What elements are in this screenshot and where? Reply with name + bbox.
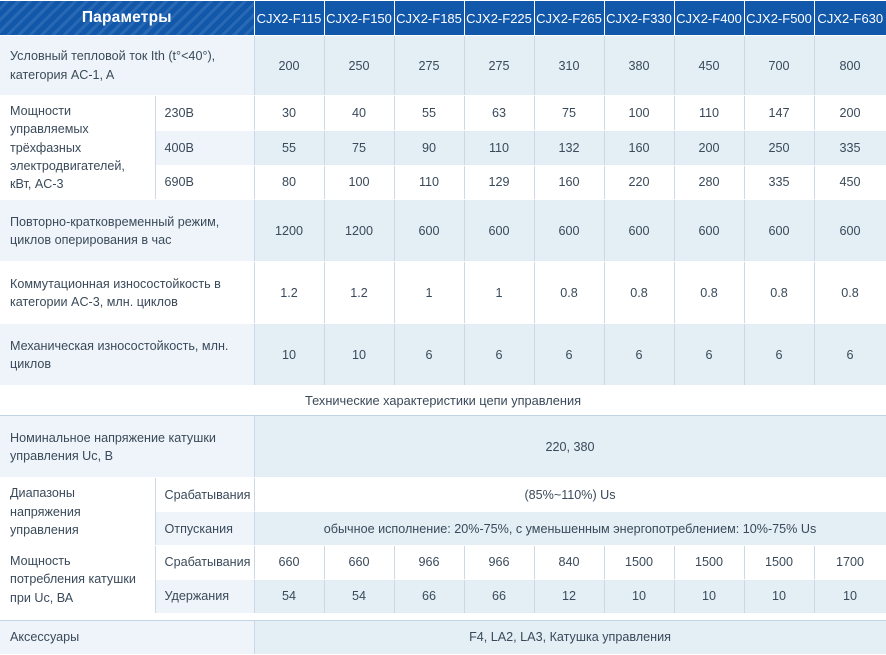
cell-voltage-range-pickup: (85%~110%) Us xyxy=(254,478,886,512)
row-label-switching-endurance: Коммутационная износостойкость в категории AC-3, млн. циклов xyxy=(0,262,254,324)
cell-cons-hold-3: 66 xyxy=(464,579,534,613)
header-model-1: CJX2-F150 xyxy=(324,1,394,36)
cell-motor400-0: 55 xyxy=(254,130,324,165)
table-row-duty-cycle xyxy=(0,200,886,262)
cell-motor400-6: 200 xyxy=(674,130,744,165)
cell-cons-hold-6: 10 xyxy=(674,579,744,613)
cell-motor400-2: 90 xyxy=(394,130,464,165)
cell-duty-6: 600 xyxy=(674,200,744,262)
cell-motor400-8: 335 xyxy=(814,130,886,165)
sublabel-motor-400: 400В xyxy=(155,130,254,165)
section-title-control-circuit: Технические характеристики цепи управления xyxy=(0,386,886,416)
cell-cons-hold-4: 12 xyxy=(534,579,604,613)
sublabel-pickup: Срабатывания xyxy=(155,478,254,512)
cell-cons-hold-5: 10 xyxy=(604,579,674,613)
cell-duty-4: 600 xyxy=(534,200,604,262)
cell-mech-8: 6 xyxy=(814,324,886,386)
cell-motor400-7: 250 xyxy=(744,130,814,165)
cell-motor690-6: 280 xyxy=(674,165,744,200)
cell-cons-pickup-3: 966 xyxy=(464,546,534,580)
cell-switch-3: 1 xyxy=(464,262,534,324)
cell-cons-pickup-0: 660 xyxy=(254,546,324,580)
table-row-coil-voltage xyxy=(0,416,886,478)
cell-cons-pickup-5: 1500 xyxy=(604,546,674,580)
table-row-coil-consumption-pickup xyxy=(0,546,886,580)
header-parameters: Параметры xyxy=(0,1,254,36)
sublabel-motor-690: 690В xyxy=(155,165,254,200)
spacer-cell xyxy=(0,613,886,620)
cell-switch-7: 0.8 xyxy=(744,262,814,324)
cell-cons-pickup-8: 1700 xyxy=(814,546,886,580)
sublabel-consumption-hold: Удержания xyxy=(155,579,254,613)
table-row-thermal-current xyxy=(0,36,886,96)
cell-switch-4: 0.8 xyxy=(534,262,604,324)
cell-motor690-8: 450 xyxy=(814,165,886,200)
cell-duty-7: 600 xyxy=(744,200,814,262)
cell-duty-2: 600 xyxy=(394,200,464,262)
sublabel-motor-230: 230В xyxy=(155,96,254,131)
cell-motor690-1: 100 xyxy=(324,165,394,200)
cell-mech-6: 6 xyxy=(674,324,744,386)
cell-coil-voltage-value: 220, 380 xyxy=(254,416,886,478)
cell-motor230-0: 30 xyxy=(254,96,324,131)
cell-duty-5: 600 xyxy=(604,200,674,262)
cell-thermal-5: 380 xyxy=(604,36,674,96)
table-body xyxy=(0,36,886,655)
header-model-2: CJX2-F185 xyxy=(394,1,464,36)
cell-mech-2: 6 xyxy=(394,324,464,386)
row-label-voltage-ranges: Диапазоны напряжения управления xyxy=(0,478,155,546)
cell-cons-pickup-2: 966 xyxy=(394,546,464,580)
row-label-duty-cycle: Повторно-кратковременный режим, циклов оперирования в час xyxy=(0,200,254,262)
cell-switch-6: 0.8 xyxy=(674,262,744,324)
cell-mech-7: 6 xyxy=(744,324,814,386)
cell-mech-0: 10 xyxy=(254,324,324,386)
cell-cons-hold-0: 54 xyxy=(254,579,324,613)
cell-motor230-8: 200 xyxy=(814,96,886,131)
cell-motor400-5: 160 xyxy=(604,130,674,165)
header-model-0: CJX2-F115 xyxy=(254,1,324,36)
cell-motor230-4: 75 xyxy=(534,96,604,131)
row-label-coil-consumption: Мощность потребления катушки при Uc, ВА xyxy=(0,546,155,614)
table-row-accessories xyxy=(0,620,886,654)
cell-mech-1: 10 xyxy=(324,324,394,386)
cell-thermal-7: 700 xyxy=(744,36,814,96)
table-row-mechanical-endurance xyxy=(0,324,886,386)
row-label-coil-voltage: Номинальное напряжение катушки управления Uc, В xyxy=(0,416,254,478)
cell-thermal-1: 250 xyxy=(324,36,394,96)
cell-thermal-4: 310 xyxy=(534,36,604,96)
cell-motor230-1: 40 xyxy=(324,96,394,131)
cell-switch-5: 0.8 xyxy=(604,262,674,324)
header-model-7: CJX2-F500 xyxy=(744,1,814,36)
cell-motor230-6: 110 xyxy=(674,96,744,131)
cell-switch-8: 0.8 xyxy=(814,262,886,324)
cell-cons-hold-1: 54 xyxy=(324,579,394,613)
cell-thermal-6: 450 xyxy=(674,36,744,96)
cell-thermal-3: 275 xyxy=(464,36,534,96)
cell-motor230-2: 55 xyxy=(394,96,464,131)
cell-voltage-range-dropout: обычное исполнение: 20%-75%, с уменьшенным энергопотреблением: 10%-75% Us xyxy=(254,512,886,546)
cell-thermal-0: 200 xyxy=(254,36,324,96)
cell-duty-0: 1200 xyxy=(254,200,324,262)
cell-mech-3: 6 xyxy=(464,324,534,386)
row-label-thermal-current: Условный тепловой ток Ith (t°<40°), категория AC-1, A xyxy=(0,36,254,96)
cell-duty-8: 600 xyxy=(814,200,886,262)
row-label-mechanical-endurance: Механическая износостойкость, млн. циклов xyxy=(0,324,254,386)
cell-motor690-3: 129 xyxy=(464,165,534,200)
table-row-spacer xyxy=(0,613,886,620)
cell-cons-pickup-4: 840 xyxy=(534,546,604,580)
cell-motor690-7: 335 xyxy=(744,165,814,200)
cell-mech-5: 6 xyxy=(604,324,674,386)
cell-cons-hold-7: 10 xyxy=(744,579,814,613)
cell-motor690-2: 110 xyxy=(394,165,464,200)
header-model-4: CJX2-F265 xyxy=(534,1,604,36)
cell-motor400-4: 132 xyxy=(534,130,604,165)
cell-switch-2: 1 xyxy=(394,262,464,324)
cell-switch-0: 1.2 xyxy=(254,262,324,324)
table-row-voltage-range-pickup xyxy=(0,478,886,512)
sublabel-dropout: Отпускания xyxy=(155,512,254,546)
cell-duty-3: 600 xyxy=(464,200,534,262)
table-row-switching-endurance xyxy=(0,262,886,324)
cell-cons-hold-2: 66 xyxy=(394,579,464,613)
cell-motor690-4: 160 xyxy=(534,165,604,200)
cell-accessories-value: F4, LA2, LA3, Катушка управления xyxy=(254,620,886,654)
cell-motor690-0: 80 xyxy=(254,165,324,200)
header-model-6: CJX2-F400 xyxy=(674,1,744,36)
header-model-8: CJX2-F630 xyxy=(814,1,886,36)
cell-motor400-3: 110 xyxy=(464,130,534,165)
cell-switch-1: 1.2 xyxy=(324,262,394,324)
cell-cons-pickup-1: 660 xyxy=(324,546,394,580)
header-row xyxy=(0,1,886,36)
cell-thermal-8: 800 xyxy=(814,36,886,96)
cell-mech-4: 6 xyxy=(534,324,604,386)
cell-motor230-5: 100 xyxy=(604,96,674,131)
cell-thermal-2: 275 xyxy=(394,36,464,96)
cell-duty-1: 1200 xyxy=(324,200,394,262)
table-header xyxy=(0,1,886,36)
cell-cons-hold-8: 10 xyxy=(814,579,886,613)
cell-cons-pickup-7: 1500 xyxy=(744,546,814,580)
table-row-section-control xyxy=(0,386,886,416)
cell-cons-pickup-6: 1500 xyxy=(674,546,744,580)
header-model-3: CJX2-F225 xyxy=(464,1,534,36)
row-label-motor-power: Мощности управляемых трёхфазных электродвигателей, кВт, AC-3 xyxy=(0,96,155,200)
cell-motor400-1: 75 xyxy=(324,130,394,165)
cell-motor230-3: 63 xyxy=(464,96,534,131)
header-model-5: CJX2-F330 xyxy=(604,1,674,36)
row-label-accessories: Аксессуары xyxy=(0,620,254,654)
table-row-motor-power-230 xyxy=(0,96,886,131)
cell-motor690-5: 220 xyxy=(604,165,674,200)
cell-motor230-7: 147 xyxy=(744,96,814,131)
sublabel-consumption-pickup: Срабатывания xyxy=(155,546,254,580)
